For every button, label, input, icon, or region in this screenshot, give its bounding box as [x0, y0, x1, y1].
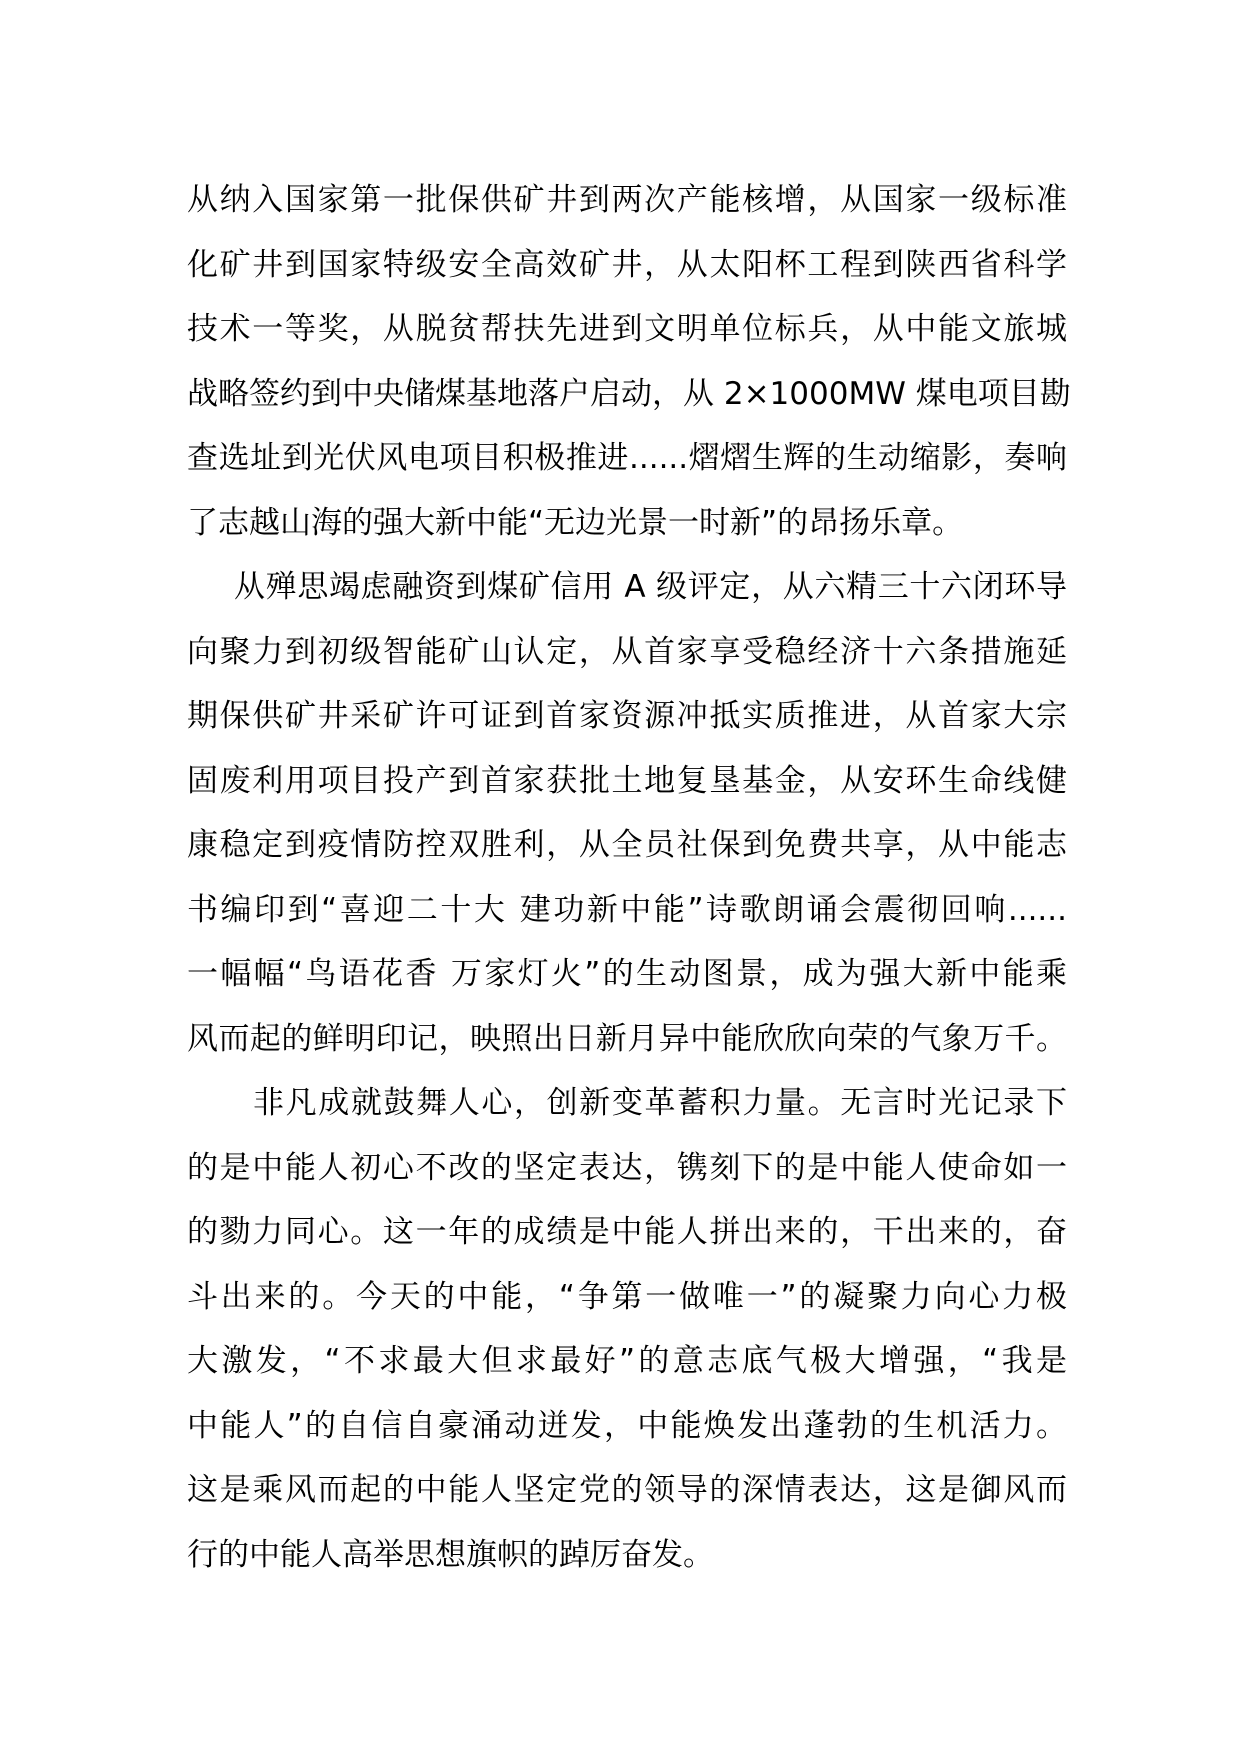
- text-line: 了志越山海的强大新中能“无边光景一时新”的昂扬乐章。: [187, 504, 964, 541]
- text-line: 康稳定到疫情防控双胜利，从全员社保到免费共享，从中能志: [187, 827, 1067, 863]
- text-line: 书编印到“喜迎二十大 建功新中能”诗歌朗诵会震彻回响......: [187, 891, 1067, 928]
- text-line: 行的中能人高举思想旗帜的踔厉奋发。: [187, 1536, 714, 1573]
- text-line: 这是乘风而起的中能人坚定党的领导的深情表达，这是御风而: [187, 1472, 1067, 1508]
- paragraph-1: [187, 168, 1071, 555]
- text-line: 风而起的鲜明印记，映照出日新月异中能欣欣向荣的气象万千。: [187, 1020, 1067, 1057]
- text-line: 从纳入国家第一批保供矿井到两次产能核增，从国家一级标准: [187, 182, 1067, 218]
- text-line: 期保供矿井采矿许可证到首家资源冲抵实质推进，从首家大宗: [187, 698, 1067, 734]
- text-line: 非凡成就鼓舞人心，创新变革蓄积力量。无言时光记录下: [253, 1085, 1067, 1121]
- text-line: 的勠力同心。这一年的成绩是中能人拼出来的，干出来的，奋: [187, 1214, 1067, 1250]
- text-line: 斗出来的。今天的中能，“争第一做唯一”的凝聚力向心力极: [187, 1278, 1067, 1315]
- text-line: 大激发，“不求最大但求最好”的意志底气极大增强，“我是: [187, 1343, 1067, 1379]
- paragraph-2: [187, 555, 1067, 1071]
- text-line: 从殚思竭虑融资到煤矿信用 A 级评定，从六精三十六闭环导: [234, 569, 1067, 605]
- text-line: 查选址到光伏风电项目积极推进......熠熠生辉的生动缩影，奏响: [187, 440, 1067, 476]
- text-line: 中能人”的自信自豪涌动迸发，中能焕发出蓬勃的生机活力。: [187, 1407, 1067, 1444]
- text-line: 化矿井到国家特级安全高效矿井，从太阳杯工程到陕西省科学: [187, 246, 1067, 283]
- text-line: 固废利用项目投产到首家获批土地复垦基金，从安环生命线健: [187, 762, 1067, 799]
- body-text: [187, 168, 1071, 1587]
- paragraph-3: [187, 1071, 1067, 1587]
- text-line: 一幅幅“鸟语花香 万家灯火”的生动图景，成为强大新中能乘: [187, 956, 1067, 992]
- text-line: 技术一等奖，从脱贫帮扶先进到文明单位标兵，从中能文旅城: [187, 311, 1067, 347]
- text-line: 战略签约到中央储煤基地落户启动，从 2×1000MW 煤电项目勘: [187, 375, 1071, 412]
- text-line: 的是中能人初心不改的坚定表达，镌刻下的是中能人使命如一: [187, 1149, 1067, 1186]
- text-line: 向聚力到初级智能矿山认定，从首家享受稳经济十六条措施延: [187, 633, 1067, 670]
